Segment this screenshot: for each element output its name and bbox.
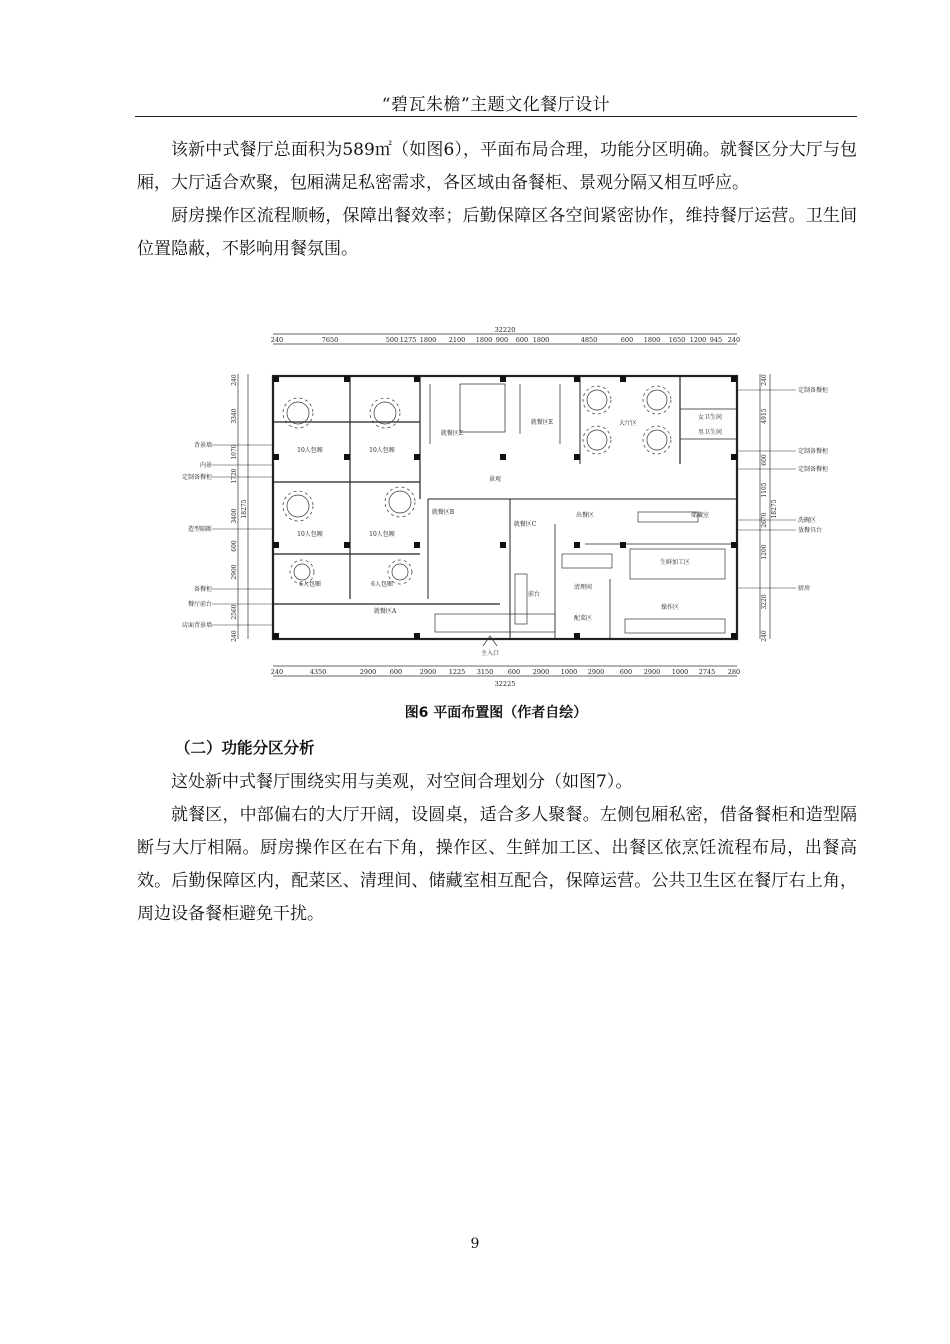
bottom-dim: 2745	[698, 668, 716, 676]
top-dim: 600	[620, 336, 634, 344]
running-header: “碧瓦朱檐”主题文化餐厅设计	[381, 95, 611, 115]
top-dim: 600	[515, 336, 529, 344]
bottom-dim: 2900	[643, 668, 661, 676]
top-dim: 500	[385, 336, 399, 344]
right-dim: 4915	[761, 408, 768, 424]
right-label: 厨房	[798, 585, 811, 592]
room-label: 10人包厢	[369, 447, 395, 454]
left-dim: 1070	[231, 444, 238, 460]
room-label: 就餐区A	[373, 608, 397, 615]
right-dim: 240	[761, 374, 768, 386]
bottom-dim: 280	[727, 668, 741, 676]
building-walls	[273, 376, 737, 639]
total-width-top: 32220	[494, 326, 516, 334]
bottom-dim: 600	[619, 668, 633, 676]
right-dim: 600	[761, 454, 768, 466]
floor-plan-figure	[160, 324, 840, 694]
room-label: 出餐区	[575, 512, 595, 519]
top-dim: 1650	[668, 336, 686, 344]
left-label: 内景	[199, 462, 212, 469]
room-label: 主入口	[480, 650, 500, 657]
right-dim: 1200	[761, 544, 768, 560]
room-label: 大厅区	[618, 420, 638, 427]
room-label: 6人包厢	[299, 581, 321, 588]
left-dim: 1720	[231, 468, 238, 484]
left-dim: 3400	[231, 508, 238, 524]
left-dim: 3340	[231, 408, 238, 424]
room-label: 就餐区E	[530, 419, 554, 426]
right-label: 定制备餐柜	[798, 387, 829, 394]
analysis-text	[137, 766, 857, 931]
room-label: 储藏室	[690, 512, 710, 519]
bottom-dim: 3150	[476, 668, 494, 676]
right-dim: 240	[761, 630, 768, 642]
dimension-lines	[238, 334, 770, 676]
entrance-arrow-icon	[483, 636, 497, 646]
room-label: 10人包厢	[297, 447, 323, 454]
left-dim: 600	[231, 540, 238, 552]
room-label: 清理间	[573, 584, 593, 591]
bottom-dim: 2900	[359, 668, 377, 676]
left-dimensions	[231, 374, 248, 642]
bottom-dim: 2900	[587, 668, 605, 676]
left-label: 餐厅前台	[187, 601, 212, 608]
left-label: 定制备餐柜	[181, 474, 212, 481]
room-label: 就餐区E	[440, 430, 464, 437]
intro-paragraph-1: 该新中式餐厅总面积为589㎡（如图6），平面布局合理，功能分区明确。就餐区分大厅与包厢，大厅适合欢聚，包厢满足私密需求，各区域由备餐柜、景观分隔又相互呼应。	[137, 140, 857, 193]
analysis-paragraph-1: 这处新中式餐厅围绕实用与美观，对空间合理划分（如图7）。	[171, 772, 633, 792]
room-label: 女卫生间	[697, 414, 723, 421]
total-height-right: 18275	[771, 499, 778, 519]
room-label: 男卫生间	[697, 429, 723, 436]
left-label: 备餐柜	[193, 586, 212, 593]
top-dim: 1275	[399, 336, 417, 344]
top-dim: 240	[727, 336, 741, 344]
top-dim: 900	[495, 336, 509, 344]
bottom-dim: 240	[270, 668, 284, 676]
room-label: 操作区	[660, 604, 680, 611]
top-dimensions	[271, 326, 740, 344]
room-label: 10人包厢	[369, 531, 395, 538]
top-dim: 1800	[419, 336, 437, 344]
top-dim: 1200	[689, 336, 707, 344]
total-height-left: 18275	[241, 499, 248, 519]
bottom-dim: 1000	[560, 668, 578, 676]
intro-text	[137, 134, 857, 266]
top-dim: 1800	[532, 336, 550, 344]
left-labels	[182, 441, 212, 629]
room-label: 景观	[488, 476, 502, 483]
right-label: 定制备餐柜	[798, 448, 829, 455]
right-labels	[798, 386, 828, 592]
section-heading: （二）功能分区分析	[175, 739, 315, 757]
left-dim: 2900	[231, 564, 238, 580]
top-dim: 4850	[580, 336, 598, 344]
header-rule	[135, 116, 857, 117]
top-dim: 1800	[643, 336, 661, 344]
total-width-bottom: 32225	[494, 680, 516, 688]
figure-caption: 图6 平面布置图（作者自绘）	[404, 705, 588, 721]
left-label: 店面背景墙	[181, 622, 212, 629]
left-dim: 240	[231, 374, 238, 386]
top-dim: 7650	[321, 336, 339, 344]
right-dim: 1105	[761, 482, 768, 498]
right-dimensions	[761, 374, 778, 642]
left-label: 背景墙	[193, 442, 212, 449]
bottom-dim: 2900	[419, 668, 437, 676]
intro-paragraph-2: 厨房操作区流程顺畅，保障出餐效率；后勤保障区各空间紧密协作，维持餐厅运营。卫生间位置隐蔽，不影响用餐氛围。	[137, 206, 857, 259]
bottom-dimensions	[271, 668, 740, 688]
room-label: 6人包厢	[371, 581, 393, 588]
top-dim: 945	[709, 336, 723, 344]
room-label: 生鲜加工区	[659, 559, 691, 566]
left-label: 造型隔断	[187, 526, 212, 533]
right-dim: 2670	[761, 512, 768, 528]
bottom-dim: 600	[389, 668, 403, 676]
left-leaders	[212, 445, 273, 625]
bottom-dim: 600	[507, 668, 521, 676]
bottom-dim: 1000	[671, 668, 689, 676]
top-dim: 1800	[475, 336, 493, 344]
bottom-dim: 2900	[532, 668, 550, 676]
right-label: 洗碗区	[798, 517, 817, 524]
left-dim: 240	[231, 630, 238, 642]
room-label: 就餐区B	[431, 509, 455, 516]
top-dim: 2100	[448, 336, 466, 344]
room-label: 前台	[527, 591, 541, 598]
room-label: 配菜区	[573, 615, 593, 622]
left-dim: 2560	[231, 604, 238, 620]
bottom-dim: 1225	[448, 668, 466, 676]
bottom-dim: 4350	[309, 668, 327, 676]
top-dim: 240	[270, 336, 284, 344]
right-dim: 3220	[761, 594, 768, 610]
room-label: 10人包厢	[297, 531, 323, 538]
right-label: 放餐具台	[798, 527, 823, 534]
room-label: 就餐区C	[513, 521, 537, 528]
right-label: 定制备餐柜	[798, 466, 829, 473]
analysis-paragraph-2: 就餐区，中部偏右的大厅开阔，设圆桌，适合多人聚餐。左侧包厢私密，借备餐柜和造型隔断与大厅相隔。厨房操作区在右下角，操作区、生鲜加工区、出餐区依烹饪流程布局，出餐高效。后勤保障区内，配菜区、清理间、储藏室相互配合，保障运营。公共卫生区在餐厅右上角，周边设备餐柜避免干扰。	[137, 805, 857, 924]
page-number: 9	[470, 1236, 480, 1252]
